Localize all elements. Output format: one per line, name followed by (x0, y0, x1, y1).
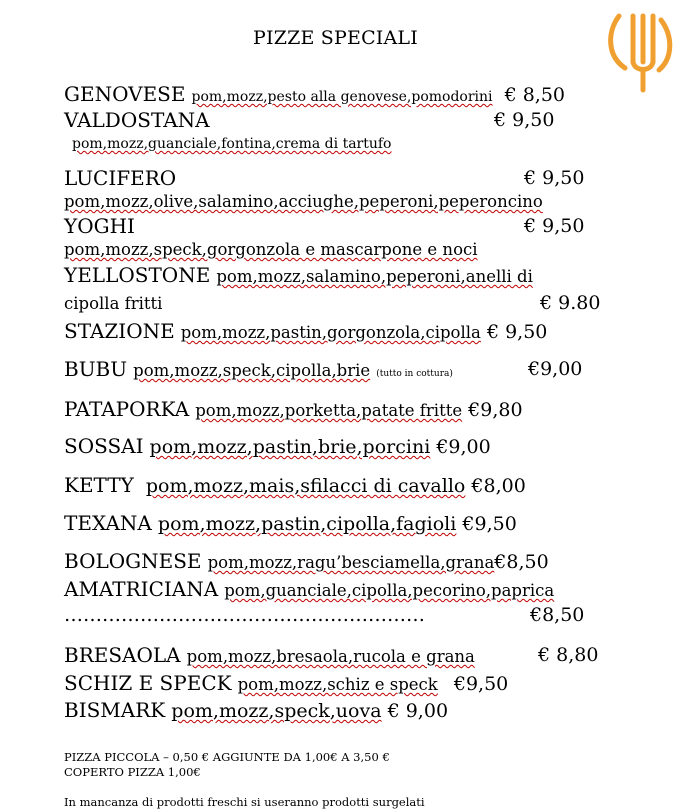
item-price: €9,00 (436, 436, 491, 458)
item-ingredients: pom,mozz,speck,uova (171, 700, 382, 722)
item-ingredients-yoghi: pom,mozz,speck,gorgonzola e mascarpone e noci (64, 240, 478, 259)
item-name: YOGHI (64, 214, 135, 238)
fork-logo-icon (603, 10, 675, 94)
item-name: STAZIONE (64, 319, 175, 343)
menu-item-yellostone (64, 264, 533, 288)
menu-item-bismark (64, 699, 448, 722)
item-price: €8,50 (530, 604, 585, 626)
item-ingredients: pom,mozz,pastin,gorgonzola,cipolla (180, 323, 481, 342)
menu-item-genovese (64, 83, 565, 108)
item-ingredients: pom,mozz,pastin,brie,porcini (149, 436, 431, 458)
item-note: (tutto in cottura) (376, 369, 453, 379)
menu-item-lucifero (64, 166, 585, 190)
item-ingredients: pom,mozz,speck,cipolla,brie (133, 361, 371, 380)
item-ingredients: cipolla fritti (64, 294, 163, 313)
item-name: PATAPORKA (64, 397, 190, 421)
menu-item-yellostone-cont (64, 292, 601, 315)
item-price: € 9,50 (494, 109, 555, 131)
item-price: € 8,80 (538, 644, 599, 666)
menu-item-ketty (64, 474, 526, 497)
item-price: € 9,50 (486, 321, 548, 343)
item-price: € 9,50 (524, 167, 585, 189)
footer-small-pizza-note: PIZZA PICCOLA – 0,50 € AGGIUNTE DA 1,00€ A 3,50 € (64, 750, 390, 764)
item-name: VALDOSTANA (64, 108, 210, 132)
item-price: €8,50 (494, 551, 549, 573)
item-price: €9,00 (528, 358, 583, 380)
item-name: TEXANA (64, 511, 152, 535)
item-ingredients: pom,mozz,salamino,peperoni,anelli di (216, 267, 533, 286)
page-title: PIZZE SPECIALI (253, 27, 418, 49)
item-name: SOSSAI (64, 434, 144, 458)
footer-cover-charge: COPERTO PIZZA 1,00€ (64, 765, 201, 779)
menu-item-amatriciana-cont (64, 604, 599, 626)
item-name: YELLOSTONE (64, 263, 211, 287)
item-ingredients: pom,mozz,bresaola,rucola e grana (186, 647, 475, 666)
item-dots: ………………………………………………… (64, 604, 425, 626)
item-price: € 9.80 (540, 292, 601, 314)
item-name: BRESAOLA (64, 643, 181, 667)
amatriciana-price (530, 604, 584, 626)
footer-frozen-products-note: In mancanza di prodotti freschi si useranno prodotti surgelati (64, 795, 425, 809)
menu-item-texana (64, 512, 517, 535)
item-price: €9,50 (462, 513, 517, 535)
item-ingredients: pom,mozz,mais,sfilacci di cavallo (145, 475, 466, 497)
item-ingredients: pom,mozz,schiz e speck (237, 675, 438, 694)
item-name: SCHIZ E SPECK (64, 671, 232, 695)
item-name: AMATRICIANA (64, 577, 219, 601)
menu-item-yoghi (64, 214, 585, 238)
menu-item-valdostana (64, 108, 555, 132)
item-price: €9,80 (468, 399, 523, 421)
item-name: BOLOGNESE (64, 549, 202, 573)
item-ingredients: pom,mozz,pesto alla genovese,pomodorini (191, 89, 493, 105)
item-ingredients-valdostana: pom,mozz,guanciale,fontina,crema di tartufo (72, 136, 392, 152)
menu-item-bresaola (64, 643, 599, 668)
item-price: € 9,50 (524, 215, 585, 237)
menu-item-schiz-e-speck (64, 672, 508, 696)
item-name: LUCIFERO (64, 166, 177, 190)
item-price: € 9,00 (387, 700, 449, 722)
menu-item-stazione (64, 320, 547, 344)
menu-item-pataporka (64, 398, 523, 422)
item-ingredients: pom,mozz,porketta,patate fritte (195, 401, 463, 420)
item-name: BISMARK (64, 698, 166, 722)
menu-item-bubu (64, 357, 583, 385)
item-name: GENOVESE (64, 82, 186, 106)
item-price: €8,00 (471, 475, 526, 497)
item-name: KETTY (64, 473, 134, 497)
item-ingredients: pom,mozz,pastin,cipolla,fagioli (157, 513, 457, 535)
menu-item-sossai (64, 435, 491, 458)
item-price: € 8,50 (504, 84, 566, 106)
item-ingredients: pom,guanciale,cipolla,pecorino,paprica (224, 581, 555, 600)
item-ingredients-lucifero: pom,mozz,olive,salamino,acciughe,peperoni,peperoncino (64, 192, 543, 211)
menu-item-bolognese (64, 550, 549, 574)
item-ingredients: pom,mozz,ragu’besciamella,grana (207, 553, 495, 572)
menu-item-amatriciana (64, 578, 554, 602)
item-name: BUBU (64, 357, 128, 381)
item-price: €9,50 (453, 673, 509, 695)
